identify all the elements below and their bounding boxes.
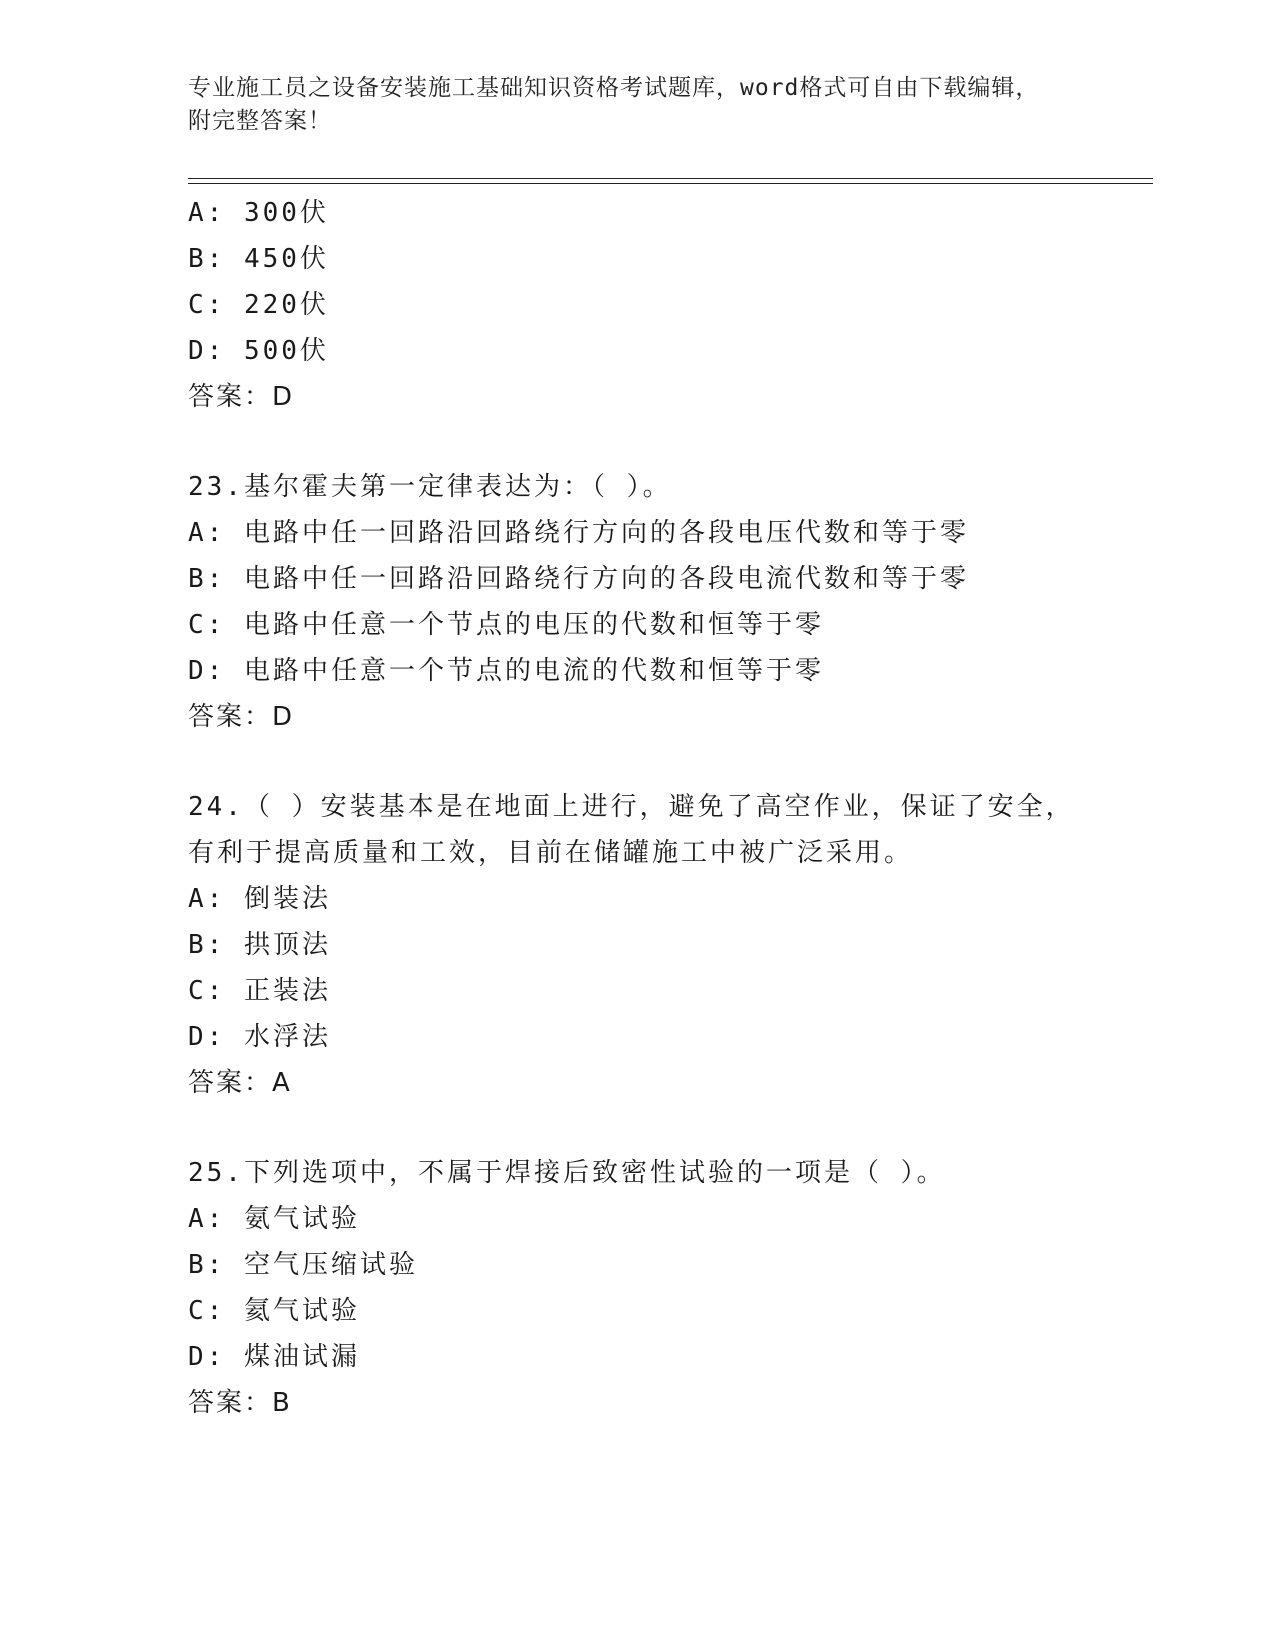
document-header xyxy=(188,72,1088,138)
header-line-2: 附完整答案！ xyxy=(188,108,332,134)
question-text: 24.（ ）安装基本是在地面上进行，避免了高空作业，保证了安全， xyxy=(188,792,1075,822)
question-text: 有利于提高质量和工效，目前在储罐施工中被广泛采用。 xyxy=(188,838,914,868)
answer-text: 答案：D xyxy=(188,702,295,732)
header-divider-top xyxy=(188,178,1153,179)
question-block xyxy=(188,1150,1148,1426)
option-item: A: 电路中任一回路沿回路绕行方向的各段电压代数和等于零 xyxy=(188,518,969,548)
answer-text: 答案：A xyxy=(188,1068,292,1098)
option-item: C: 220伏 xyxy=(188,290,329,320)
option-item: C: 电路中任意一个节点的电压的代数和恒等于零 xyxy=(188,610,824,640)
question-list xyxy=(188,190,1148,1426)
option-item: A: 氨气试验 xyxy=(188,1204,360,1234)
option-item: A: 300伏 xyxy=(188,198,329,228)
question-block xyxy=(188,464,1148,740)
answer-text: 答案：D xyxy=(188,382,295,412)
question-text: 25.下列选项中，不属于焊接后致密性试验的一项是（ ）。 xyxy=(188,1158,946,1188)
question-text: 23.基尔霍夫第一定律表达为：（ ）。 xyxy=(188,472,672,502)
answer-text: 答案：B xyxy=(188,1388,292,1418)
option-item: B: 450伏 xyxy=(188,244,329,274)
option-item: C: 正装法 xyxy=(188,976,331,1006)
option-item: C: 氦气试验 xyxy=(188,1296,360,1326)
option-item: D: 水浮法 xyxy=(188,1022,331,1052)
option-item: B: 电路中任一回路沿回路绕行方向的各段电流代数和等于零 xyxy=(188,564,969,594)
question-block xyxy=(188,190,1148,420)
option-item: B: 空气压缩试验 xyxy=(188,1250,418,1280)
option-item: B: 拱顶法 xyxy=(188,930,331,960)
option-item: D: 500伏 xyxy=(188,336,329,366)
header-line-1: 专业施工员之设备安装施工基础知识资格考试题库，word格式可自由下载编辑， xyxy=(188,75,1040,101)
question-block xyxy=(188,784,1148,1106)
option-item: D: 电路中任意一个节点的电流的代数和恒等于零 xyxy=(188,656,824,686)
option-item: D: 煤油试漏 xyxy=(188,1342,360,1372)
option-item: A: 倒装法 xyxy=(188,884,331,914)
header-divider-bottom xyxy=(188,183,1153,184)
